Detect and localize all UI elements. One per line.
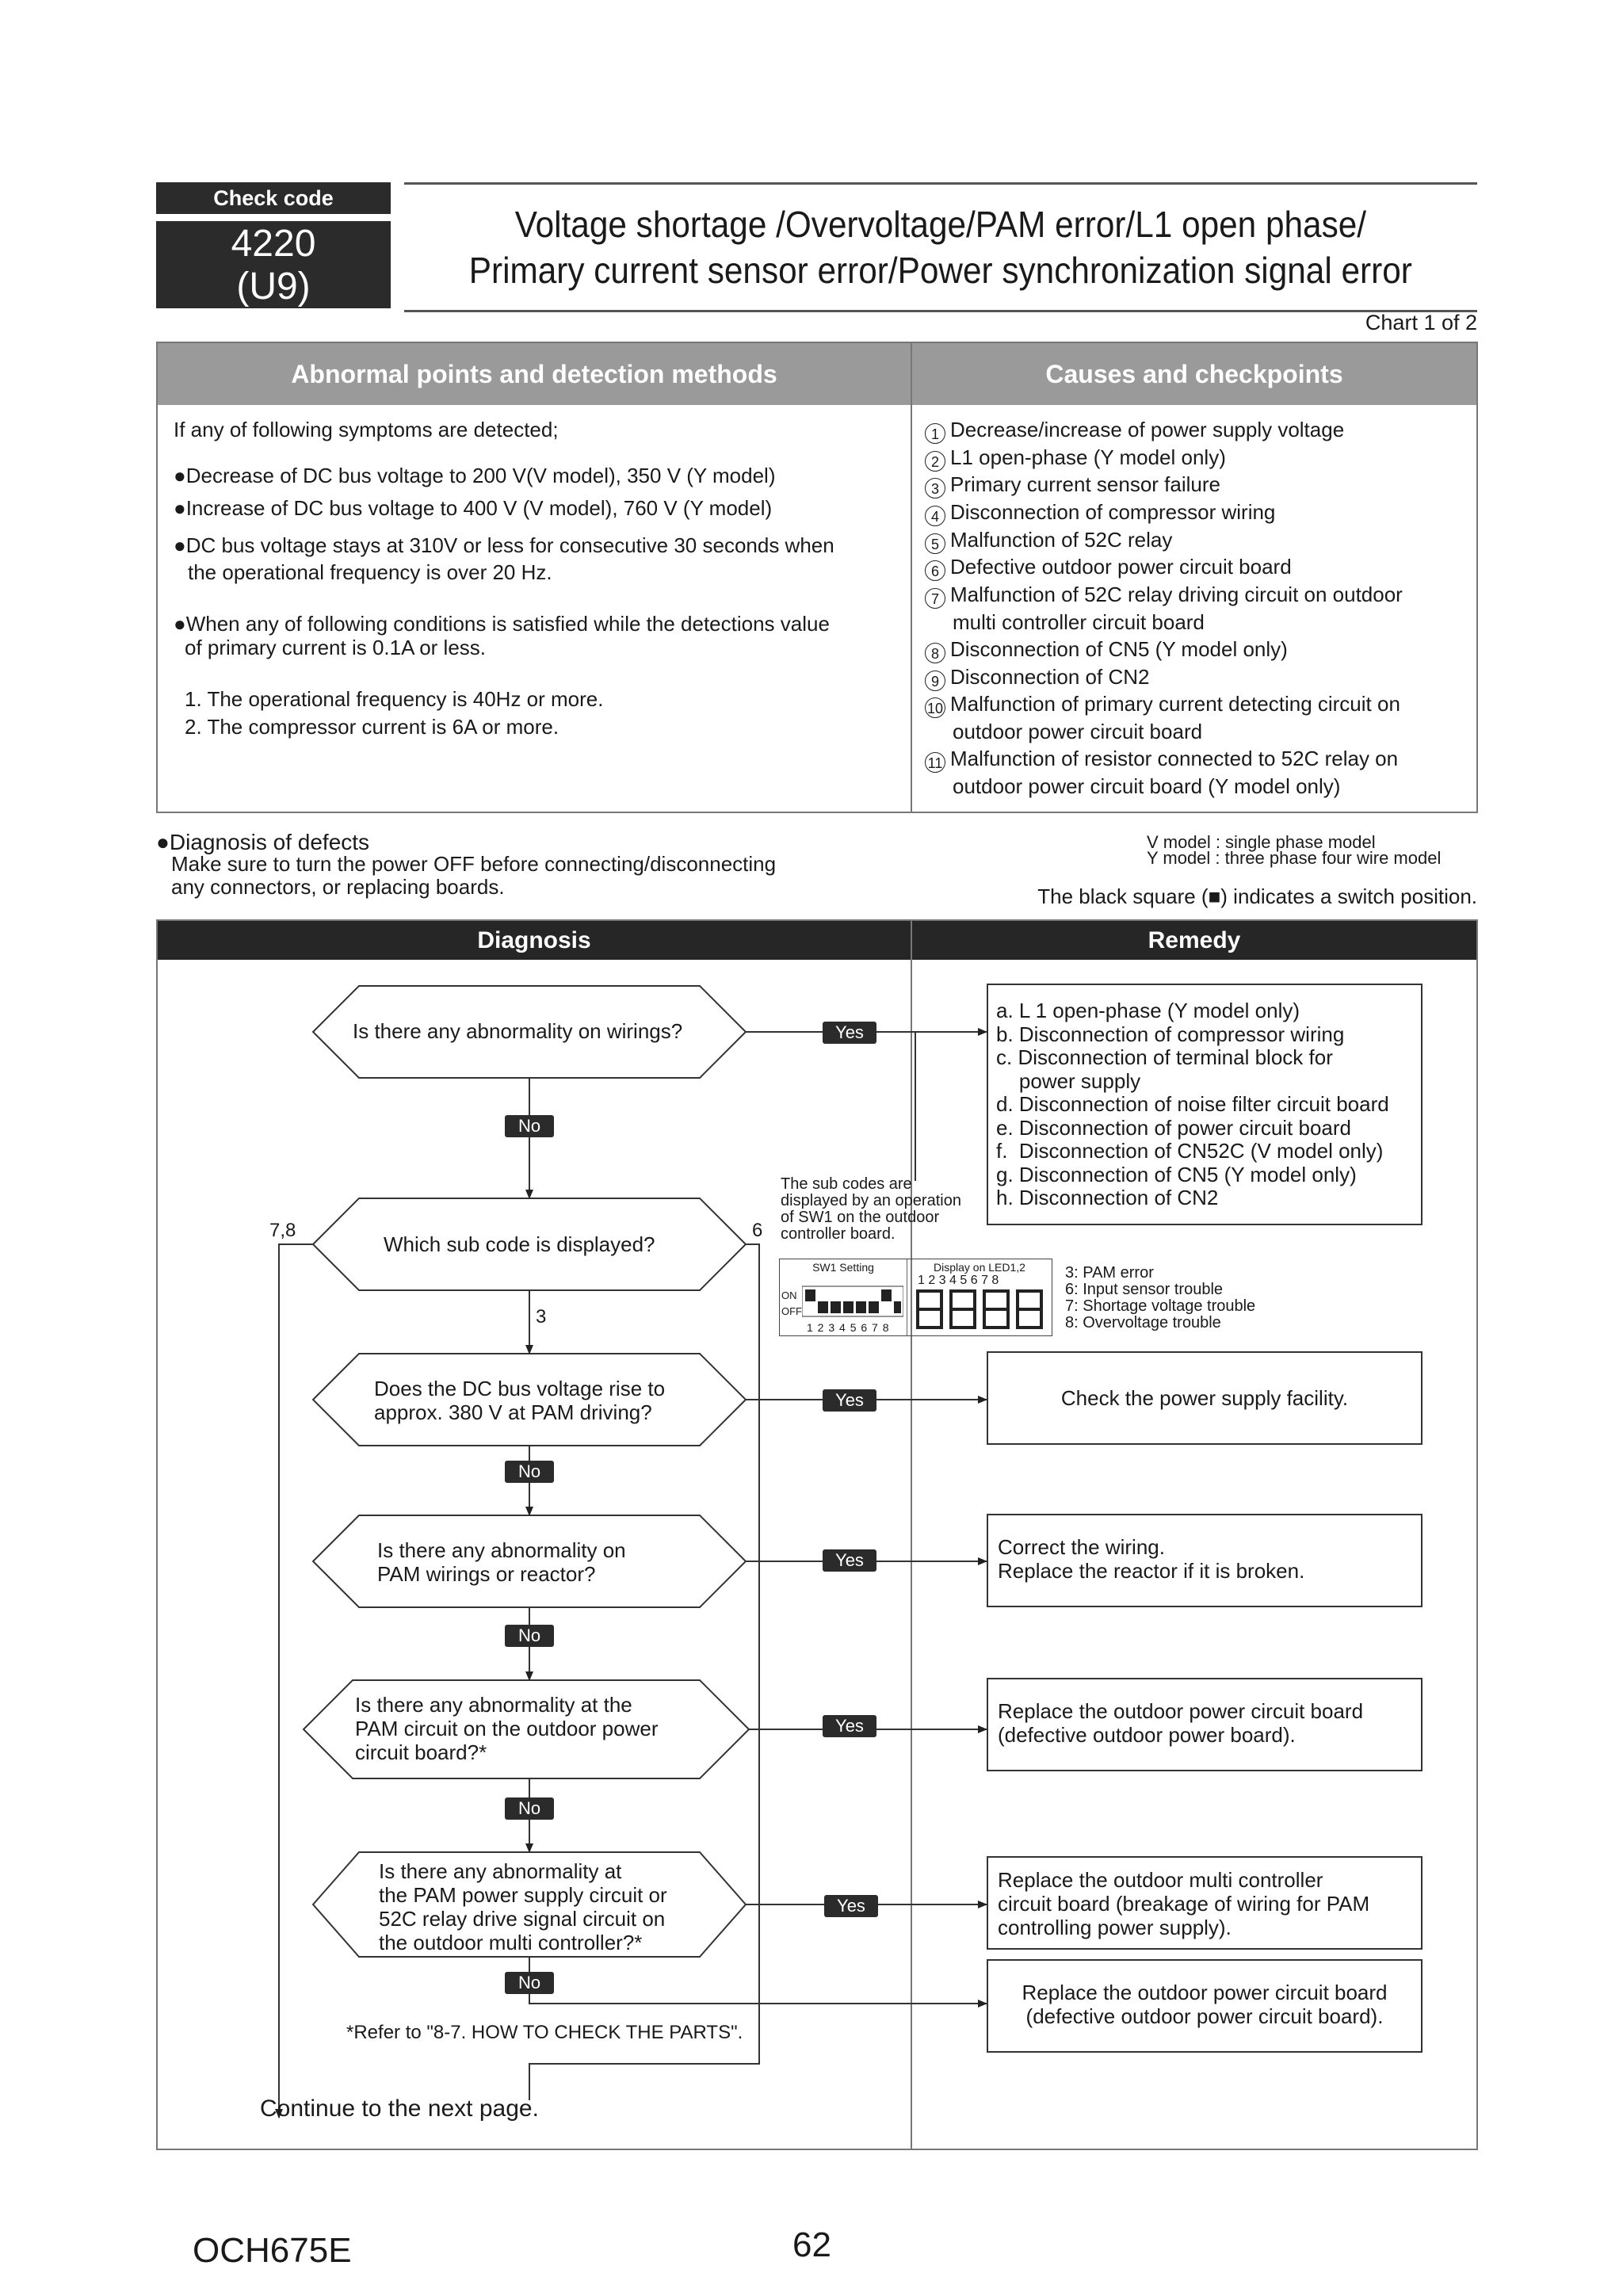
q1-yes-badge: Yes — [823, 1022, 876, 1044]
remedy-5-line-1: Replace the outdoor multi controller — [998, 1868, 1323, 1892]
detection-bullet-3-cont: the operational frequency is over 20 Hz. — [188, 560, 552, 584]
cause-number: 6 — [925, 560, 945, 581]
q5-yes-badge: Yes — [823, 1715, 876, 1737]
cause-item-11-cont: outdoor power circuit board (Y model only) — [953, 774, 1341, 798]
q3-text-1: Does the DC bus voltage rise to — [374, 1377, 666, 1400]
detection-bullet-2: ●Increase of DC bus voltage to 400 V (V model), 760 V (Y model) — [174, 496, 773, 520]
check-code-label: Check code — [156, 182, 391, 214]
remedy-box-3 — [987, 1514, 1423, 1607]
q5-text-2: PAM circuit on the outdoor power — [355, 1717, 659, 1740]
cause-item-10-cont: outdoor power circuit board — [953, 720, 1203, 743]
diagnosis-of-defects-title: ●Diagnosis of defects — [156, 830, 370, 854]
q6-no-badge: No — [505, 1972, 554, 1994]
sub-code-note-1: The sub codes are — [781, 1175, 912, 1193]
q2-left-label: 7,8 — [269, 1220, 296, 1241]
detection-intro: If any of following symptoms are detected; — [174, 418, 559, 441]
led-label: Display on LED1,2 — [934, 1261, 1025, 1274]
remedy-6-line-1: Replace the outdoor power circuit board — [1022, 1981, 1388, 2004]
remedy-5-line-2: circuit board (breakage of wiring for PAM — [998, 1892, 1370, 1916]
remedy-1-h: h. Disconnection of CN2 — [996, 1186, 1219, 1209]
cause-number: 7 — [925, 588, 945, 609]
detection-heading: Abnormal points and detection methods — [158, 343, 911, 405]
remedy-1-e: e. Disconnection of power circuit board — [996, 1115, 1352, 1140]
q6-text-1: Is there any abnormality at — [379, 1859, 622, 1883]
sub-code-note — [781, 1176, 961, 1243]
remedy-box-6 — [987, 1959, 1423, 2053]
q3-yes-badge: Yes — [823, 1389, 876, 1412]
sw1-off-label: OFF — [781, 1305, 802, 1317]
remedy-1-d: d. Disconnection of noise filter circuit board — [996, 1092, 1389, 1116]
y-model-note: Y model : three phase four wire model — [1147, 848, 1442, 868]
v-model-note: V model : single phase model — [1147, 832, 1376, 852]
black-square-note: The black square (■) indicates a switch position. — [1037, 884, 1477, 908]
cause-item-7-cont: multi controller circuit board — [953, 610, 1205, 634]
q6-text-4: the outdoor multi controller?* — [379, 1931, 643, 1954]
cause-number: 1 — [925, 423, 945, 444]
sw1-numbers: 1 2 3 4 5 6 7 8 — [807, 1321, 890, 1334]
title-line-2: Primary current sensor error/Power synchronization signal error — [468, 250, 1413, 291]
title-line-1: Voltage shortage /Overvoltage/PAM error/L1 open phase/ — [514, 204, 1367, 245]
remedy-3-line-2: Replace the reactor if it is broken. — [998, 1559, 1305, 1583]
sub-code-note-2: displayed by an operation — [781, 1192, 961, 1209]
cause-number: 5 — [925, 533, 945, 554]
condition-2: 2. The compressor current is 6A or more. — [185, 715, 559, 739]
sw1-panel — [780, 1259, 907, 1335]
q4-yes-badge: Yes — [823, 1549, 876, 1572]
remedy-1-b: b. Disconnection of compressor wiring — [996, 1022, 1345, 1046]
code-7: 7: Shortage voltage trouble — [1065, 1297, 1256, 1315]
q2-text: Which sub code is displayed? — [384, 1232, 655, 1256]
cause-text: Decrease/increase of power supply voltage — [950, 418, 1345, 441]
code-6: 6: Input sensor trouble — [1065, 1281, 1224, 1298]
remedy-box-1 — [987, 984, 1423, 1225]
q6-text-3: 52C relay drive signal circuit on — [379, 1907, 666, 1931]
dip-switch-icon — [802, 1283, 903, 1320]
cause-text: Defective outdoor power circuit board — [950, 555, 1292, 579]
diagnosis-note-1: Make sure to turn the power OFF before connecting/disconnecting — [171, 852, 777, 876]
condition-1: 1. The operational frequency is 40Hz or more. — [185, 687, 604, 711]
q3-text-2: approx. 380 V at PAM driving? — [374, 1400, 652, 1424]
diagnosis-note-2: any connectors, or replacing boards. — [171, 875, 505, 899]
code-3: 3: PAM error — [1065, 1264, 1154, 1282]
page-number: 62 — [792, 2225, 831, 2264]
cause-text: Disconnection of CN2 — [950, 665, 1150, 689]
arrow-q2-7-8 — [279, 1244, 313, 2118]
cause-text: Malfunction of resistor connected to 52C relay on — [950, 747, 1399, 770]
remedy-4-line-1: Replace the outdoor power circuit board — [998, 1699, 1364, 1723]
remedy-1-a: a. L 1 open-phase (Y model only) — [996, 999, 1300, 1022]
remedy-heading: Remedy — [912, 921, 1476, 960]
cause-text: L1 open-phase (Y model only) — [950, 445, 1226, 469]
cause-number: 8 — [925, 643, 945, 663]
check-code-sub: (U9) — [236, 266, 311, 308]
q6-yes-badge: Yes — [824, 1895, 878, 1917]
sw1-led-diagram — [779, 1259, 1052, 1336]
arrow-q6-no — [529, 1957, 987, 2004]
q4-no-badge: No — [505, 1625, 554, 1647]
remedy-box-4 — [987, 1678, 1423, 1771]
sub-code-legend — [1065, 1265, 1255, 1331]
q5-text-3: circuit board?* — [355, 1740, 487, 1764]
cause-text: Disconnection of CN5 (Y model only) — [950, 637, 1288, 661]
q1-no-badge: No — [505, 1115, 554, 1137]
sw1-label: SW1 Setting — [812, 1261, 874, 1274]
cause-text: Primary current sensor failure — [950, 472, 1220, 496]
cause-text: Malfunction of 52C relay driving circuit on outdoor — [950, 583, 1403, 606]
remedy-box-5 — [987, 1856, 1423, 1950]
remedy-1-f: f. Disconnection of CN52C (V model only) — [996, 1139, 1384, 1163]
q4-text-2: PAM wirings or reactor? — [377, 1562, 596, 1586]
sub-code-note-3: of SW1 on the outdoor — [781, 1209, 940, 1226]
chart-number: Chart 1 of 2 — [1365, 311, 1477, 334]
q3-no-badge: No — [505, 1461, 554, 1483]
led-display-icon — [915, 1288, 1049, 1332]
remedy-1-c: c. Disconnection of terminal block for — [996, 1045, 1333, 1069]
check-code-number: 4220 — [231, 223, 316, 265]
q2-down-label: 3 — [536, 1306, 547, 1328]
cause-text: Malfunction of 52C relay — [950, 528, 1173, 552]
cause-text: Malfunction of primary current detecting circuit on — [950, 692, 1400, 716]
cause-number: 10 — [925, 697, 945, 718]
sub-code-note-4: controller board. — [781, 1225, 896, 1243]
remedy-1-g: g. Disconnection of CN5 (Y model only) — [996, 1162, 1357, 1186]
q5-text-1: Is there any abnormality at the — [355, 1693, 632, 1717]
remedy-box-2: Check the power supply facility. — [987, 1351, 1423, 1445]
cause-number: 11 — [925, 752, 945, 773]
diagnosis-heading: Diagnosis — [158, 921, 911, 960]
cause-number: 2 — [925, 451, 945, 472]
led-numbers: 1 2 3 4 5 6 7 8 — [918, 1274, 999, 1287]
detection-bullet-4: ●When any of following conditions is satisfied while the detections value — [174, 612, 830, 636]
remedy-4-line-2: (defective outdoor power board). — [998, 1723, 1296, 1747]
remedy-6-line-2: (defective outdoor power circuit board). — [1025, 2004, 1384, 2028]
refer-note: *Refer to "8-7. HOW TO CHECK THE PARTS". — [346, 2022, 743, 2043]
q1-text: Is there any abnormality on wirings? — [353, 1019, 683, 1043]
cause-number: 3 — [925, 478, 945, 499]
cause-number: 9 — [925, 670, 945, 691]
code-8: 8: Overvoltage trouble — [1065, 1314, 1221, 1331]
remedy-3-line-1: Correct the wiring. — [998, 1535, 1165, 1559]
cause-text: Disconnection of compressor wiring — [950, 500, 1276, 524]
detection-bullet-3: ●DC bus voltage stays at 310V or less for consecutive 30 seconds when — [174, 533, 834, 557]
sw1-on-label: ON — [781, 1289, 797, 1301]
remedy-1-c-cont: power supply — [996, 1068, 1141, 1093]
q5-no-badge: No — [505, 1797, 554, 1820]
detection-bullet-4-cont: of primary current is 0.1A or less. — [185, 636, 487, 659]
cause-number: 4 — [925, 506, 945, 526]
causes-heading: Causes and checkpoints — [912, 343, 1476, 405]
q2-right-label: 6 — [752, 1220, 763, 1241]
continue-note: Continue to the next page. — [260, 2095, 539, 2122]
q6-text-2: the PAM power supply circuit or — [379, 1883, 667, 1907]
remedy-5-line-3: controlling power supply). — [998, 1916, 1232, 1939]
detection-bullet-1: ●Decrease of DC bus voltage to 200 V(V model), 350 V (Y model) — [174, 464, 776, 487]
document-code: OCH675E — [193, 2231, 352, 2270]
q4-text-1: Is there any abnormality on — [377, 1538, 626, 1562]
